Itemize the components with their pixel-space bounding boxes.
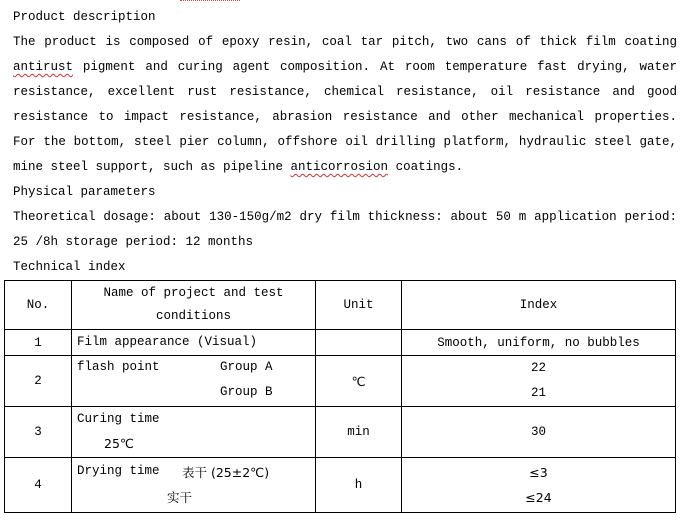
row-name [72,458,316,513]
row-no: 2 [5,356,72,407]
physical-parameters-heading: Physical parameters [13,185,156,199]
row-index-value: ≤24 [525,490,552,505]
row-sub-condition: Group B [220,385,273,399]
row-unit: min [316,407,402,458]
row-unit [316,330,402,356]
row-sub-condition: 表干 (25±2℃) [182,465,270,480]
term-anticorrosion: anticorrosion [290,160,389,174]
row-sub-condition: 25℃ [104,436,134,451]
row-unit: h [316,458,402,513]
row-unit: ℃ [316,356,402,407]
row-no: 1 [5,330,72,356]
table-row [5,407,676,458]
row-no: 3 [5,407,72,458]
technical-index-table [4,280,676,513]
physical-parameters-text: Theoretical dosage: about 130-150g/m2 dry film thickness: about 50 m application period: 25 /8h storage period: 12 months [13,210,677,249]
description-text-part: pigment and curing agent composition. At room temperature fast drying, water resistance, excellent rust resistance, chemical resistance, oil resistance and good resistance to impact resistance, abrasion resistance and other mechanical properties. For the bottom, steel pier column, offshore oil drilling platform, hydraulic steel gate, mine steel support, such as pipeline [13,60,677,174]
header-unit: Unit [316,281,402,330]
top-accent-line [180,0,240,3]
row-sub-condition: Group A [220,360,273,374]
header-index: Index [402,281,676,330]
table-header-row [5,281,676,330]
row-index [402,458,676,513]
term-antirust: antirust [13,60,74,74]
header-no: No. [5,281,72,330]
description-text-part: The product is composed of epoxy resin, coal tar pitch, two cans of thick film coating [13,35,677,49]
row-name [72,407,316,458]
row-index-value: ≤3 [529,465,548,480]
description-text-part: coatings. [388,160,464,174]
technical-index-heading: Technical index [13,260,126,274]
row-name-text: Curing time [77,412,160,426]
row-index-value: 21 [530,386,546,400]
row-index [402,356,676,407]
row-index: Smooth, uniform, no bubbles [402,330,676,356]
row-index: 30 [402,407,676,458]
row-name-text: Drying time [77,464,160,478]
header-name-line2: conditions [155,309,231,323]
product-description-heading: Product description [13,10,156,24]
row-name [72,356,316,407]
row-no: 4 [5,458,72,513]
row-name-text: Film appearance (Visual) [77,335,258,349]
row-sub-condition: 实干 [167,490,193,505]
table-row [5,330,676,356]
table-row [5,356,676,407]
header-name-line1: Name of project and test [103,286,284,300]
row-name [72,330,316,356]
row-index-value: 22 [530,361,546,375]
row-name-text: flash point [77,360,160,374]
table-row [5,458,676,513]
product-description-text [13,30,677,180]
header-name [72,281,316,330]
